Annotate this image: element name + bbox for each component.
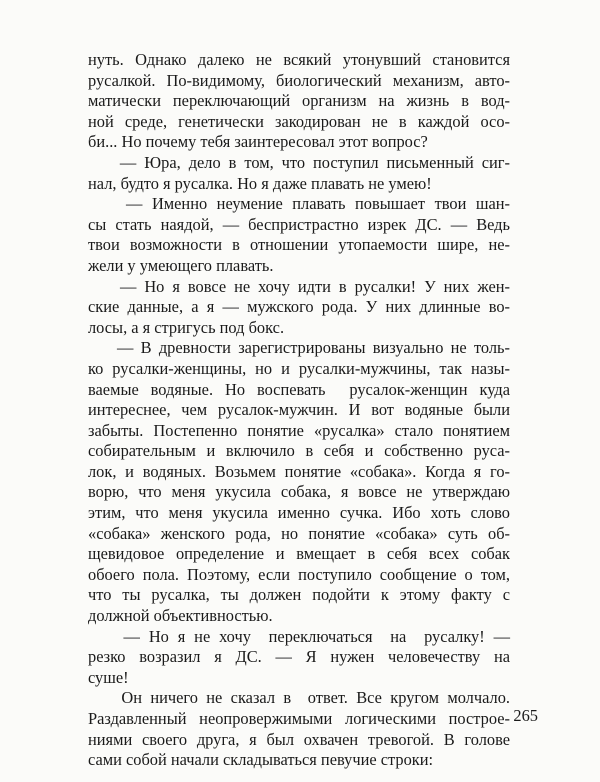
- body-text: [88, 50, 510, 771]
- text-line: би... Но почему тебя заинтересовал этот вопрос?: [88, 132, 428, 152]
- text-line: твои возможности в отношении утопаемости шире, не-: [88, 235, 510, 255]
- text-line: нуть. Однако далеко не всякий утонувший становится: [88, 50, 510, 69]
- text-line: сы стать наядой, — беспристрастно изрек ДС. — Ведь: [88, 214, 510, 234]
- text-line: — Именно неумение плавать повышает твои шан-: [88, 194, 510, 214]
- text-line: — Но я не хочу переключаться на русалку! —: [88, 626, 510, 646]
- text-line: русалкой. По-видимому, биологический механизм, авто-: [88, 70, 510, 90]
- text-line: интереснее, чем русалок-мужчин. И вот водяные были: [88, 400, 510, 420]
- text-line: этим, что меня укусила именно сучка. Ибо хоть слово: [88, 503, 510, 523]
- text-line: ские данные, а я — мужского рода. У них длинные во-: [88, 297, 510, 317]
- text-line: — Но я вовсе не хочу идти в русалки! У них жен-: [88, 276, 510, 296]
- text-line: жели у умеющего плавать.: [88, 255, 274, 275]
- text-line: собирательным и включило в себя и собственно руса-: [88, 441, 510, 461]
- page-number: 265: [513, 706, 538, 725]
- text-line: что ты русалка, ты должен подойти к этому факту с: [88, 585, 510, 605]
- text-line: забыты. Постепенно понятие «русалка» стало понятием: [88, 420, 510, 440]
- text-line: нал, будто я русалка. Но я даже плавать не умею!: [88, 173, 432, 193]
- text-line: Он ничего не сказал в ответ. Все кругом молчало.: [88, 688, 510, 708]
- text-line: лок, и водяных. Возьмем понятие «собака». Когда я го-: [88, 461, 510, 481]
- text-line: матически переключающий организм на жизнь в вод-: [88, 91, 510, 111]
- text-line: ной среде, генетически закодирован не в каждой осо-: [88, 111, 510, 131]
- text-line: обоего пола. Поэтому, если поступило сообщение о том,: [88, 564, 510, 584]
- text-line: — В древности зарегистрированы визуально не толь-: [88, 338, 510, 358]
- text-line: должной объективностью.: [88, 606, 273, 626]
- text-line: ворю, что меня укусила собака, я вовсе не утверждаю: [88, 482, 510, 502]
- text-line: «собака» женского рода, но понятие «собака» суть об-: [88, 523, 510, 543]
- text-line: ниями своего друга, я был охвачен тревогой. В голове: [88, 729, 510, 749]
- text-line: ко русалки-женщины, но и русалки-мужчины, так назы-: [88, 358, 510, 378]
- text-line: суше!: [88, 667, 129, 687]
- text-line: — Юра, дело в том, что поступил письменный сиг-: [88, 152, 510, 172]
- text-line: щевидовое определение и вмещает в себя всех собак: [88, 544, 510, 564]
- text-line: Раздавленный неопровержимыми логическими построе-: [88, 709, 510, 728]
- text-line: резко возразил я ДС. — Я нужен человечеству на: [88, 647, 510, 667]
- text-line: лосы, а я стригусь под бокс.: [88, 317, 285, 337]
- text-line: сами собой начали складываться певучие строки:: [88, 750, 434, 770]
- text-line: ваемые водяные. Но воспевать русалок-женщин куда: [88, 379, 510, 399]
